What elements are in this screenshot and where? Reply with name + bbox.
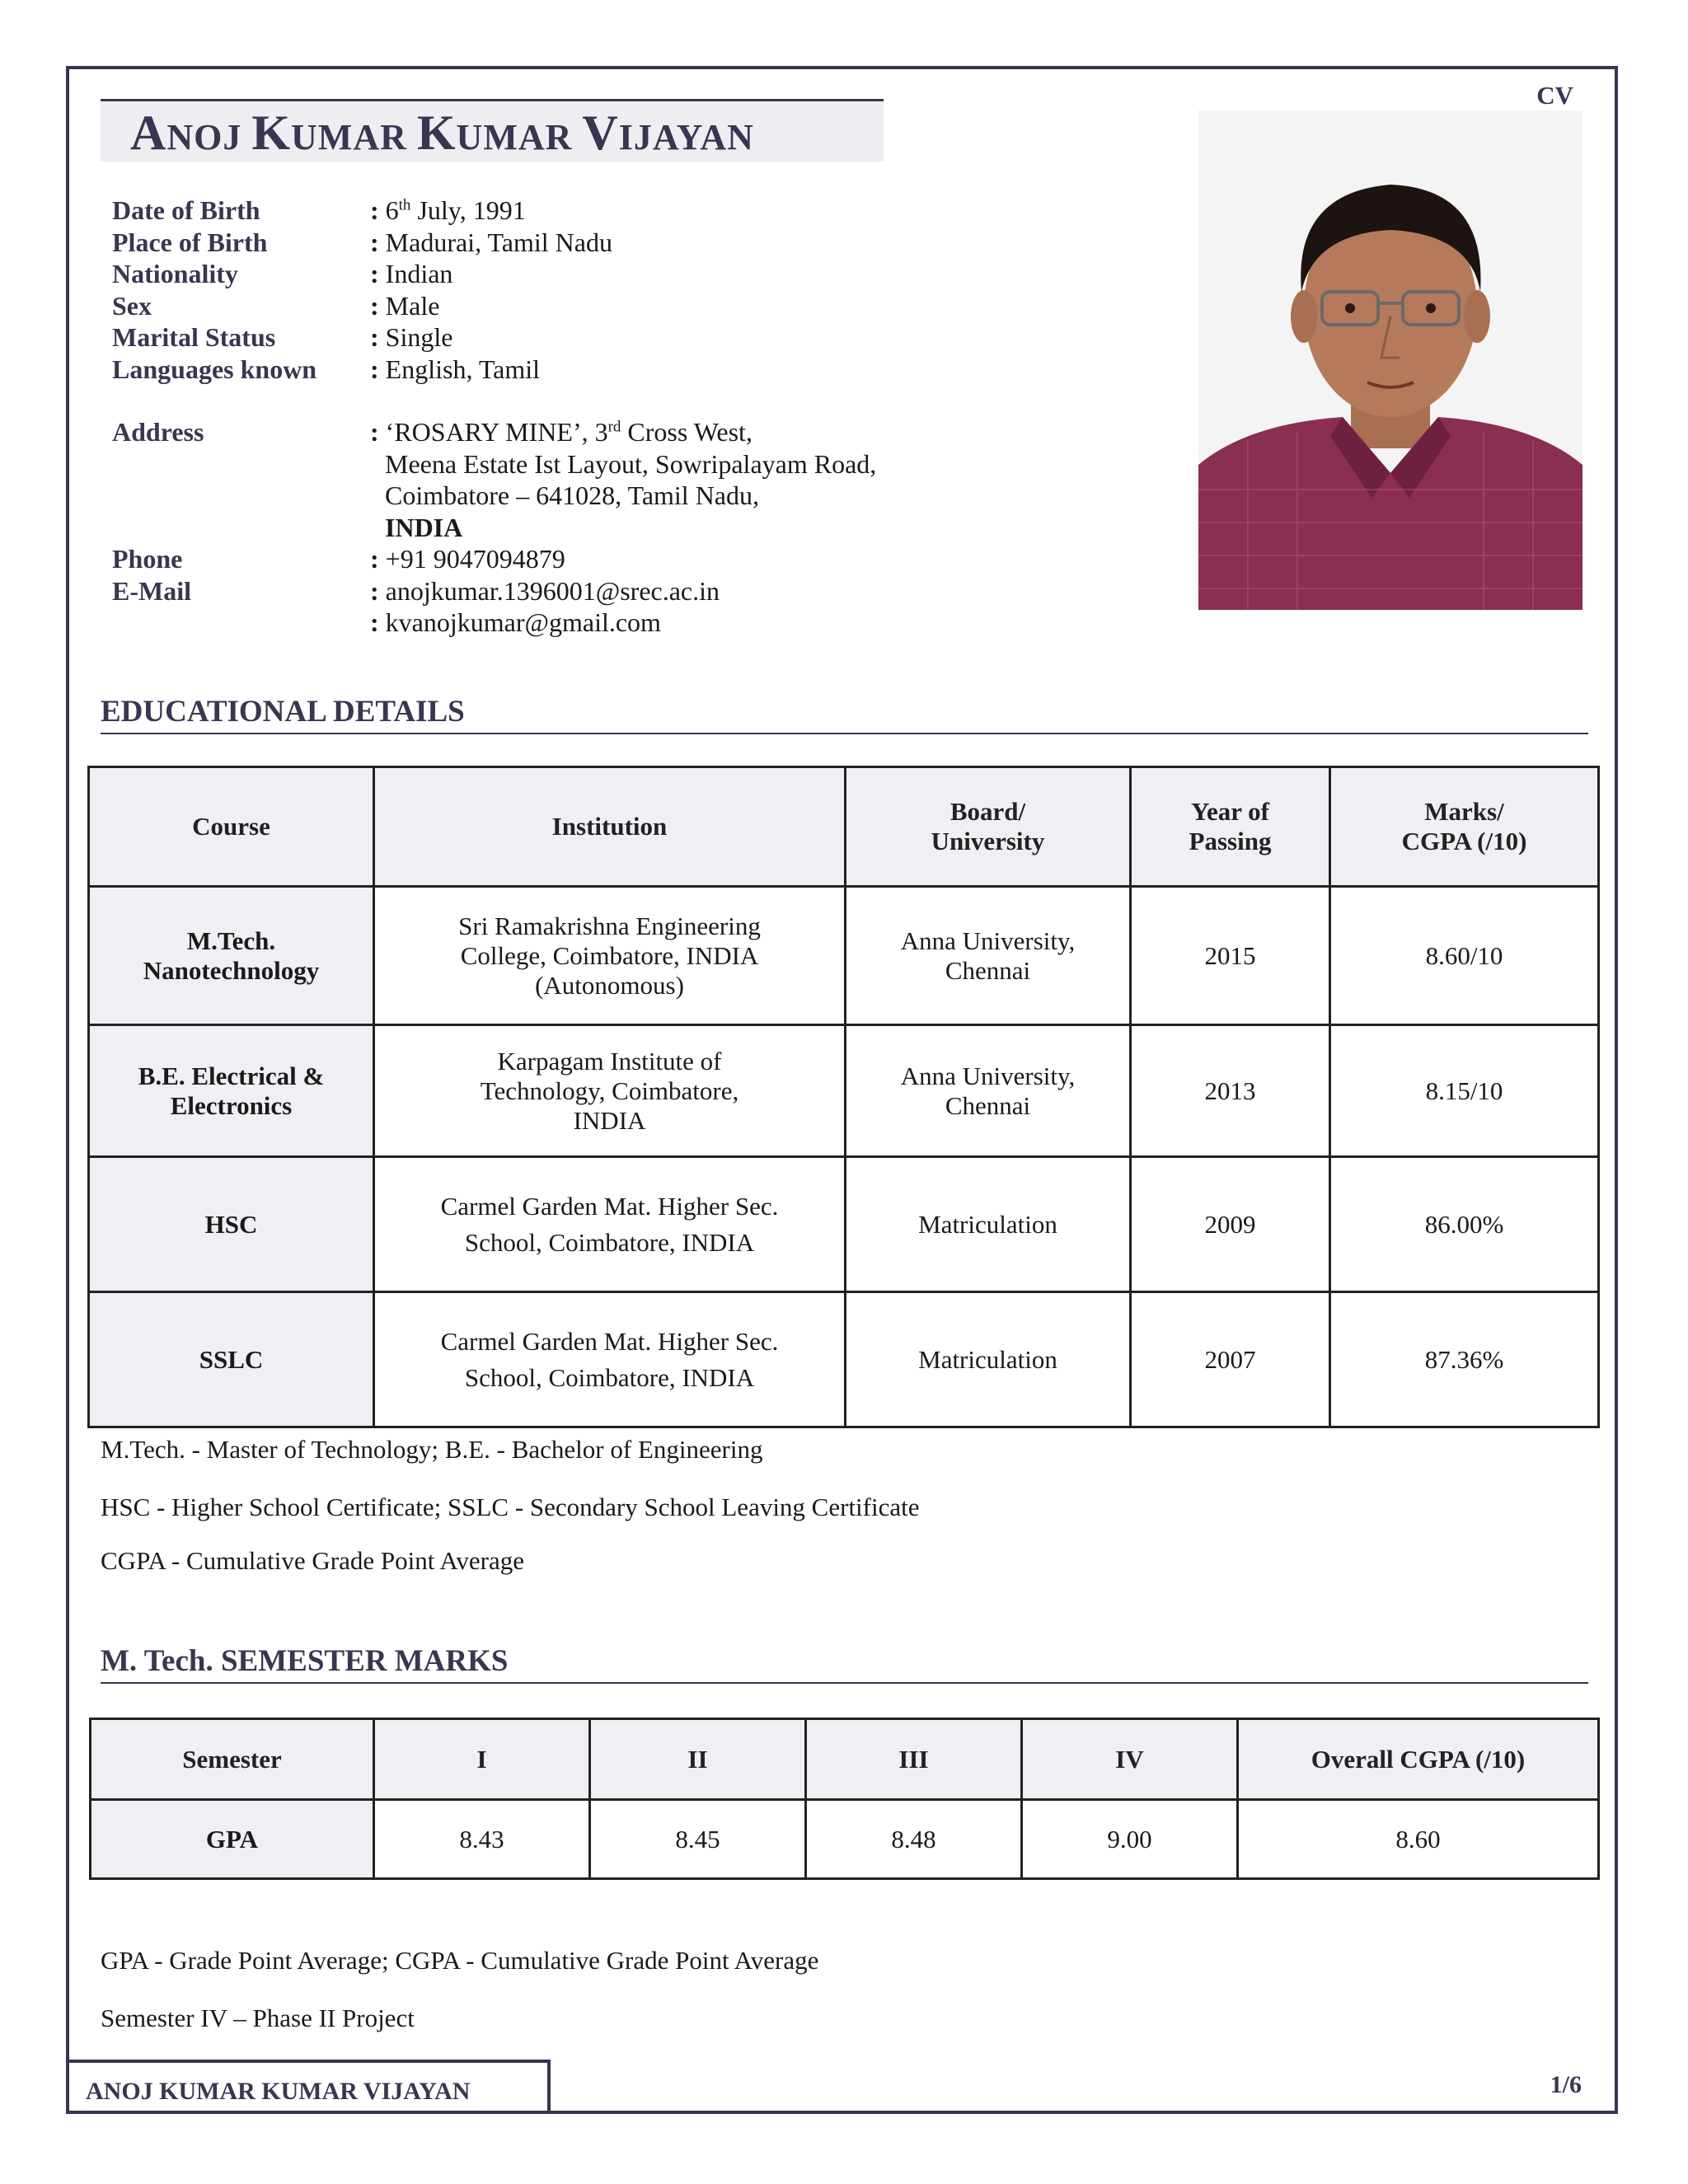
- col-board: Board/ University: [846, 767, 1131, 887]
- page-number: 1/6: [1550, 2071, 1582, 2098]
- marital-row: Marital Status : Single: [112, 322, 453, 352]
- col-year: Year of Passing: [1131, 767, 1330, 887]
- semester-title: M. Tech. SEMESTER MARKS: [101, 1643, 1588, 1684]
- table-row: HSC Carmel Garden Mat. Higher Sec. School, Coimbatore, INDIA Matriculation 2009 86.00%: [89, 1157, 1599, 1292]
- col-course: Course: [89, 767, 374, 887]
- sex-row: Sex : Male: [112, 290, 440, 321]
- applicant-name: ANOJ KUMAR KUMAR VIJAYAN: [130, 105, 754, 160]
- table-row: M.Tech. Nanotechnology Sri Ramakrishna Engineering College, Coimbatore, INDIA (Autonomous) Anna University, Chennai 2015 8.60/10: [89, 887, 1599, 1025]
- page-frame: [66, 66, 1618, 2114]
- name-banner: [101, 99, 884, 162]
- table-row: SSLC Carmel Garden Mat. Higher Sec. School, Coimbatore, INDIA Matriculation 2007 87.36%: [89, 1292, 1599, 1427]
- dob-row: Date of Birth : 6th July, 1991: [112, 195, 526, 225]
- languages-row: Languages known : English, Tamil: [112, 354, 541, 384]
- table-row: GPA 8.43 8.45 8.48 9.00 8.60: [91, 1800, 1599, 1879]
- cv-label: CV: [1536, 81, 1573, 110]
- table-row: B.E. Electrical & Electronics Karpagam Institute of Technology, Coimbatore, INDIA Anna University, Chennai 2013 8.15/10: [89, 1025, 1599, 1157]
- semester-table: Semester I II III IV Overall CGPA (/10) GPA 8.43 8.45 8.48 9.00 8.60: [89, 1718, 1600, 1880]
- footer-name: ANOJ KUMAR KUMAR VIJAYAN: [66, 2060, 551, 2114]
- email-primary[interactable]: anojkumar.1396001@srec.ac.in: [385, 575, 720, 606]
- address-row: Address : ‘ROSARY MINE’, 3rd Cross West, Meena Estate Ist Layout, Sowripalayam Road, Coimbatore – 641028, Tamil Nadu, INDIA: [112, 417, 877, 542]
- col-marks: Marks/ CGPA (/10): [1330, 767, 1599, 887]
- education-notes: M.Tech. - Master of Technology; B.E. - Bachelor of Engineering HSC - Higher School Certificate; SSLC - Secondary School Leaving Certificate CGPA - Cumulative Grade Point Average: [101, 1435, 920, 1575]
- pob-row: Place of Birth : Madurai, Tamil Nadu: [112, 227, 612, 257]
- email-secondary[interactable]: kvanojkumar@gmail.com: [385, 607, 661, 637]
- profile-photo: [1198, 110, 1582, 610]
- nationality-row: Nationality : Indian: [112, 259, 453, 288]
- col-institution: Institution: [374, 767, 846, 887]
- email-row: E-Mail : anojkumar.1396001@srec.ac.in : kvanojkumar@gmail.com: [112, 575, 720, 637]
- semester-notes: GPA - Grade Point Average; CGPA - Cumulative Grade Point Average Semester IV – Phase II Project: [101, 1946, 819, 2032]
- phone-row: Phone : +91 9047094879: [112, 544, 565, 574]
- education-table: [87, 766, 1600, 1428]
- personal-info: [112, 194, 876, 639]
- education-title: EDUCATIONAL DETAILS: [101, 694, 1588, 734]
